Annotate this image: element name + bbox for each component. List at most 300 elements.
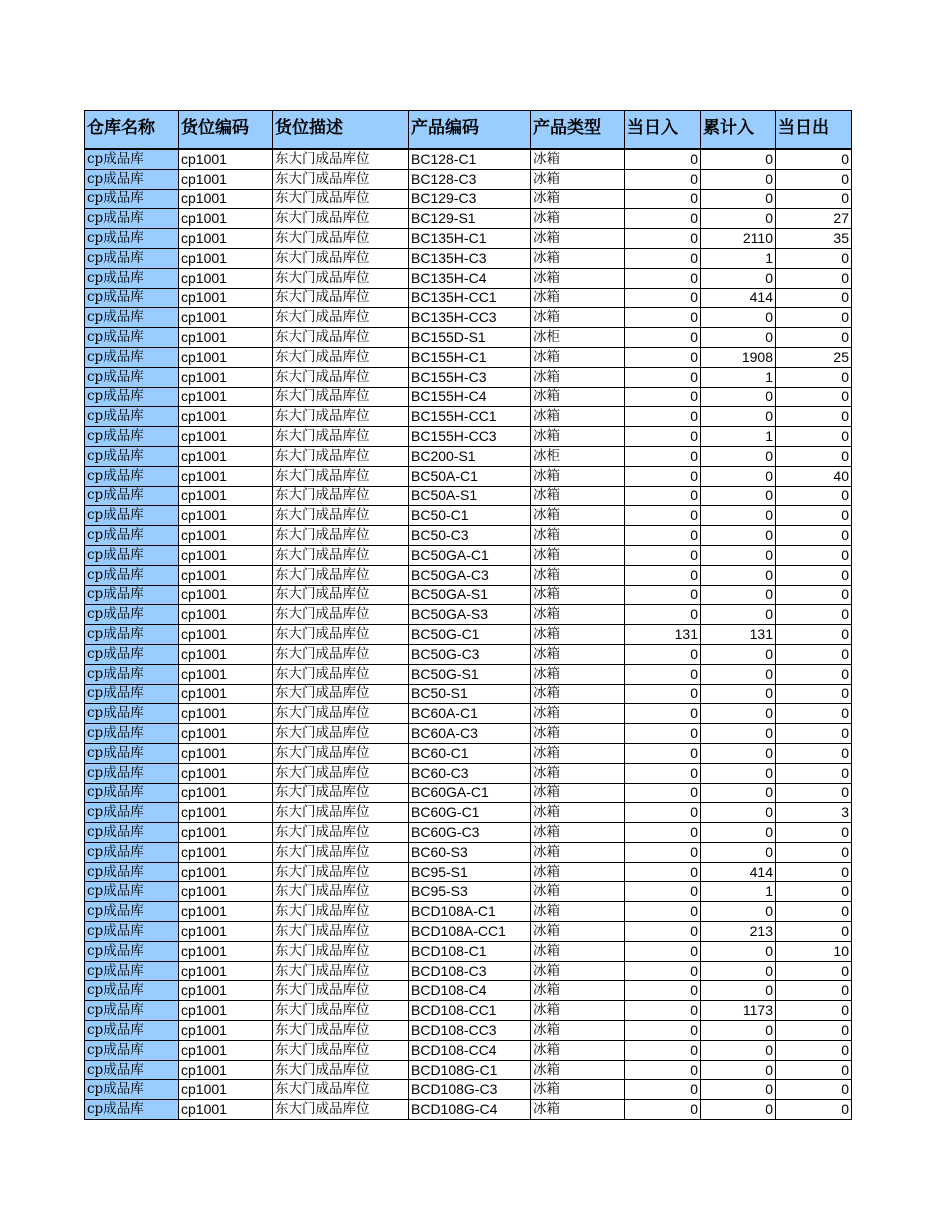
location-code-cell: cp1001 [179,941,273,961]
daily-out-cell: 0 [776,823,852,843]
daily-in-cell: 0 [625,783,701,803]
cumulative-in-cell: 213 [701,922,776,942]
product-type-cell: 冰箱 [531,743,625,763]
table-row [85,308,852,328]
daily-out-cell: 0 [776,328,852,348]
cumulative-in-cell: 0 [701,149,776,169]
product-code-cell: BCD108A-CC1 [409,922,531,942]
product-code-cell: BCD108-C4 [409,981,531,1001]
location-code-cell: cp1001 [179,882,273,902]
product-code-cell: BC60-S3 [409,842,531,862]
daily-in-cell: 0 [625,189,701,209]
daily-out-cell: 0 [776,308,852,328]
product-code-cell: BCD108G-C1 [409,1060,531,1080]
table-row [85,545,852,565]
cumulative-in-cell: 414 [701,288,776,308]
product-code-cell: BC95-S3 [409,882,531,902]
daily-out-cell: 0 [776,288,852,308]
product-type-cell: 冰柜 [531,328,625,348]
daily-out-cell: 0 [776,862,852,882]
product-type-cell: 冰箱 [531,803,625,823]
location-code-cell: cp1001 [179,763,273,783]
location-desc-cell: 东大门成品库位 [273,268,409,288]
product-code-cell: BC128-C3 [409,169,531,189]
product-code-cell: BC200-S1 [409,446,531,466]
daily-in-cell: 0 [625,941,701,961]
cumulative-in-cell: 0 [701,1060,776,1080]
product-code-cell: BC50G-C3 [409,644,531,664]
location-desc-cell: 东大门成品库位 [273,882,409,902]
daily-in-cell: 0 [625,704,701,724]
daily-out-cell: 0 [776,902,852,922]
daily-in-cell: 0 [625,347,701,367]
warehouse-name-cell: cp成品库 [85,644,179,664]
location-desc-cell: 东大门成品库位 [273,526,409,546]
daily-out-cell: 0 [776,268,852,288]
cumulative-in-cell: 0 [701,1021,776,1041]
daily-in-cell: 0 [625,407,701,427]
product-type-cell: 冰箱 [531,882,625,902]
daily-out-cell: 0 [776,704,852,724]
daily-in-cell: 0 [625,1001,701,1021]
product-code-cell: BC95-S1 [409,862,531,882]
warehouse-name-cell: cp成品库 [85,664,179,684]
product-code-cell: BCD108-C3 [409,961,531,981]
location-desc-cell: 东大门成品库位 [273,743,409,763]
product-type-cell: 冰箱 [531,407,625,427]
table-row [85,961,852,981]
product-type-cell: 冰箱 [531,644,625,664]
location-code-cell: cp1001 [179,367,273,387]
cumulative-in-cell: 0 [701,526,776,546]
warehouse-name-cell: cp成品库 [85,407,179,427]
product-code-cell: BC50GA-S1 [409,585,531,605]
location-desc-cell: 东大门成品库位 [273,169,409,189]
daily-in-cell: 131 [625,625,701,645]
warehouse-name-cell: cp成品库 [85,248,179,268]
warehouse-name-cell: cp成品库 [85,308,179,328]
product-code-cell: BC135H-CC3 [409,308,531,328]
table-row [85,1001,852,1021]
location-desc-cell: 东大门成品库位 [273,981,409,1001]
daily-out-cell: 0 [776,367,852,387]
cumulative-in-cell: 0 [701,763,776,783]
daily-out-cell: 0 [776,149,852,169]
table-row [85,644,852,664]
daily-in-cell: 0 [625,446,701,466]
cumulative-in-cell: 0 [701,1040,776,1060]
daily-in-cell: 0 [625,823,701,843]
cumulative-in-cell: 1 [701,427,776,447]
daily-out-cell: 0 [776,981,852,1001]
product-code-cell: BC135H-C4 [409,268,531,288]
location-code-cell: cp1001 [179,783,273,803]
daily-out-cell: 0 [776,1001,852,1021]
cumulative-in-cell: 0 [701,664,776,684]
cumulative-in-cell: 0 [701,961,776,981]
product-type-cell: 冰箱 [531,367,625,387]
product-code-cell: BC135H-C1 [409,229,531,249]
daily-in-cell: 0 [625,1060,701,1080]
daily-in-cell: 0 [625,427,701,447]
product-code-cell: BC129-S1 [409,209,531,229]
daily-in-cell: 0 [625,922,701,942]
table-row [85,347,852,367]
cumulative-in-cell: 0 [701,565,776,585]
location-desc-cell: 东大门成品库位 [273,387,409,407]
table-row [85,684,852,704]
daily-out-cell: 0 [776,1080,852,1100]
warehouse-name-cell: cp成品库 [85,367,179,387]
daily-in-cell: 0 [625,644,701,664]
table-row [85,387,852,407]
cumulative-in-cell: 0 [701,308,776,328]
header-row [85,111,852,150]
product-code-cell: BC60G-C3 [409,823,531,843]
product-type-cell: 冰箱 [531,248,625,268]
table-row [85,229,852,249]
table-row [85,506,852,526]
product-code-cell: BC155H-CC3 [409,427,531,447]
table-row [85,704,852,724]
product-code-cell: BC60-C1 [409,743,531,763]
location-code-cell: cp1001 [179,961,273,981]
warehouse-name-cell: cp成品库 [85,862,179,882]
location-code-cell: cp1001 [179,902,273,922]
location-code-cell: cp1001 [179,803,273,823]
cumulative-in-cell: 1 [701,367,776,387]
location-desc-cell: 东大门成品库位 [273,427,409,447]
daily-out-cell: 0 [776,169,852,189]
header-warehouse-name: 仓库名称 [85,111,179,150]
location-desc-cell: 东大门成品库位 [273,248,409,268]
location-code-cell: cp1001 [179,229,273,249]
product-code-cell: BC60A-C3 [409,724,531,744]
daily-in-cell: 0 [625,486,701,506]
product-type-cell: 冰箱 [531,1100,625,1120]
daily-in-cell: 0 [625,387,701,407]
warehouse-name-cell: cp成品库 [85,268,179,288]
warehouse-name-cell: cp成品库 [85,347,179,367]
daily-in-cell: 0 [625,664,701,684]
product-type-cell: 冰箱 [531,347,625,367]
location-desc-cell: 东大门成品库位 [273,783,409,803]
location-desc-cell: 东大门成品库位 [273,605,409,625]
warehouse-name-cell: cp成品库 [85,743,179,763]
product-code-cell: BCD108A-C1 [409,902,531,922]
warehouse-name-cell: cp成品库 [85,288,179,308]
product-type-cell: 冰箱 [531,308,625,328]
location-desc-cell: 东大门成品库位 [273,1001,409,1021]
daily-in-cell: 0 [625,308,701,328]
daily-in-cell: 0 [625,1040,701,1060]
location-code-cell: cp1001 [179,842,273,862]
location-code-cell: cp1001 [179,446,273,466]
cumulative-in-cell: 0 [701,684,776,704]
product-code-cell: BCD108G-C3 [409,1080,531,1100]
warehouse-name-cell: cp成品库 [85,941,179,961]
warehouse-name-cell: cp成品库 [85,1040,179,1060]
table-row [85,922,852,942]
table-row [85,1100,852,1120]
cumulative-in-cell: 0 [701,1100,776,1120]
product-type-cell: 冰箱 [531,1060,625,1080]
cumulative-in-cell: 0 [701,605,776,625]
product-code-cell: BCD108-C1 [409,941,531,961]
header-cumulative-in: 累计入 [701,111,776,150]
daily-in-cell: 0 [625,565,701,585]
warehouse-name-cell: cp成品库 [85,823,179,843]
warehouse-name-cell: cp成品库 [85,1001,179,1021]
product-code-cell: BC50A-S1 [409,486,531,506]
warehouse-name-cell: cp成品库 [85,545,179,565]
location-desc-cell: 东大门成品库位 [273,1100,409,1120]
location-desc-cell: 东大门成品库位 [273,288,409,308]
product-type-cell: 冰箱 [531,466,625,486]
cumulative-in-cell: 1908 [701,347,776,367]
location-desc-cell: 东大门成品库位 [273,1040,409,1060]
warehouse-name-cell: cp成品库 [85,625,179,645]
cumulative-in-cell: 0 [701,644,776,664]
table-row [85,268,852,288]
location-code-cell: cp1001 [179,605,273,625]
table-row [85,427,852,447]
product-code-cell: BC155H-CC1 [409,407,531,427]
cumulative-in-cell: 0 [701,1080,776,1100]
location-desc-cell: 东大门成品库位 [273,704,409,724]
product-code-cell: BC135H-CC1 [409,288,531,308]
location-code-cell: cp1001 [179,922,273,942]
location-desc-cell: 东大门成品库位 [273,347,409,367]
product-type-cell: 冰箱 [531,1040,625,1060]
product-type-cell: 冰箱 [531,565,625,585]
location-desc-cell: 东大门成品库位 [273,842,409,862]
product-code-cell: BCD108G-C4 [409,1100,531,1120]
cumulative-in-cell: 0 [701,902,776,922]
table-row [85,941,852,961]
warehouse-name-cell: cp成品库 [85,803,179,823]
location-desc-cell: 东大门成品库位 [273,446,409,466]
warehouse-name-cell: cp成品库 [85,466,179,486]
location-desc-cell: 东大门成品库位 [273,1080,409,1100]
warehouse-name-cell: cp成品库 [85,763,179,783]
location-desc-cell: 东大门成品库位 [273,1021,409,1041]
daily-in-cell: 0 [625,1080,701,1100]
location-code-cell: cp1001 [179,1080,273,1100]
warehouse-name-cell: cp成品库 [85,585,179,605]
cumulative-in-cell: 414 [701,862,776,882]
product-type-cell: 冰箱 [531,545,625,565]
warehouse-name-cell: cp成品库 [85,724,179,744]
cumulative-in-cell: 0 [701,169,776,189]
cumulative-in-cell: 0 [701,704,776,724]
header-location-code: 货位编码 [179,111,273,150]
cumulative-in-cell: 0 [701,724,776,744]
table-row [85,169,852,189]
product-type-cell: 冰箱 [531,941,625,961]
product-type-cell: 冰箱 [531,189,625,209]
cumulative-in-cell: 0 [701,941,776,961]
table-row [85,605,852,625]
daily-in-cell: 0 [625,506,701,526]
warehouse-name-cell: cp成品库 [85,229,179,249]
daily-in-cell: 0 [625,328,701,348]
product-type-cell: 冰箱 [531,684,625,704]
location-code-cell: cp1001 [179,704,273,724]
product-type-cell: 冰箱 [531,387,625,407]
warehouse-name-cell: cp成品库 [85,961,179,981]
product-type-cell: 冰箱 [531,585,625,605]
daily-in-cell: 0 [625,882,701,902]
location-desc-cell: 东大门成品库位 [273,625,409,645]
product-type-cell: 冰箱 [531,704,625,724]
daily-out-cell: 27 [776,209,852,229]
location-desc-cell: 东大门成品库位 [273,545,409,565]
daily-in-cell: 0 [625,1021,701,1041]
location-desc-cell: 东大门成品库位 [273,763,409,783]
daily-out-cell: 0 [776,1060,852,1080]
cumulative-in-cell: 0 [701,823,776,843]
daily-out-cell: 0 [776,427,852,447]
location-desc-cell: 东大门成品库位 [273,486,409,506]
warehouse-name-cell: cp成品库 [85,427,179,447]
product-code-cell: BC50G-S1 [409,664,531,684]
daily-in-cell: 0 [625,288,701,308]
daily-out-cell: 0 [776,1021,852,1041]
product-type-cell: 冰箱 [531,981,625,1001]
location-code-cell: cp1001 [179,466,273,486]
warehouse-name-cell: cp成品库 [85,902,179,922]
product-type-cell: 冰箱 [531,724,625,744]
product-type-cell: 冰箱 [531,229,625,249]
header-daily-out: 当日出 [776,111,852,150]
daily-in-cell: 0 [625,961,701,981]
product-code-cell: BC155H-C4 [409,387,531,407]
warehouse-name-cell: cp成品库 [85,506,179,526]
daily-in-cell: 0 [625,585,701,605]
warehouse-name-cell: cp成品库 [85,981,179,1001]
daily-out-cell: 3 [776,803,852,823]
warehouse-name-cell: cp成品库 [85,526,179,546]
location-desc-cell: 东大门成品库位 [273,644,409,664]
table-row [85,842,852,862]
table-row [85,823,852,843]
product-type-cell: 冰箱 [531,862,625,882]
product-type-cell: 冰箱 [531,268,625,288]
location-code-cell: cp1001 [179,585,273,605]
location-desc-cell: 东大门成品库位 [273,922,409,942]
daily-out-cell: 0 [776,486,852,506]
location-code-cell: cp1001 [179,724,273,744]
daily-out-cell: 10 [776,941,852,961]
daily-in-cell: 0 [625,526,701,546]
warehouse-name-cell: cp成品库 [85,684,179,704]
location-code-cell: cp1001 [179,625,273,645]
product-code-cell: BC60G-C1 [409,803,531,823]
cumulative-in-cell: 0 [701,506,776,526]
warehouse-name-cell: cp成品库 [85,1021,179,1041]
cumulative-in-cell: 0 [701,585,776,605]
cumulative-in-cell: 0 [701,842,776,862]
location-desc-cell: 东大门成品库位 [273,407,409,427]
daily-out-cell: 0 [776,1040,852,1060]
table-row [85,189,852,209]
product-code-cell: BC50-C3 [409,526,531,546]
header-location-desc: 货位描述 [273,111,409,150]
table-row [85,1040,852,1060]
daily-in-cell: 0 [625,229,701,249]
warehouse-name-cell: cp成品库 [85,1100,179,1120]
header-daily-in: 当日入 [625,111,701,150]
cumulative-in-cell: 0 [701,981,776,1001]
product-type-cell: 冰箱 [531,169,625,189]
product-code-cell: BCD108-CC3 [409,1021,531,1041]
daily-out-cell: 0 [776,783,852,803]
product-code-cell: BC60GA-C1 [409,783,531,803]
location-desc-cell: 东大门成品库位 [273,229,409,249]
location-code-cell: cp1001 [179,209,273,229]
cumulative-in-cell: 1 [701,248,776,268]
table-body [85,149,852,1120]
warehouse-name-cell: cp成品库 [85,189,179,209]
table-row [85,288,852,308]
daily-out-cell: 0 [776,644,852,664]
product-type-cell: 冰箱 [531,1080,625,1100]
warehouse-name-cell: cp成品库 [85,565,179,585]
table-row [85,486,852,506]
cumulative-in-cell: 0 [701,545,776,565]
inventory-table [84,110,852,1120]
product-type-cell: 冰箱 [531,209,625,229]
location-code-cell: cp1001 [179,308,273,328]
table-row [85,1080,852,1100]
product-code-cell: BC50-C1 [409,506,531,526]
daily-in-cell: 0 [625,862,701,882]
daily-out-cell: 0 [776,387,852,407]
table-row [85,328,852,348]
location-code-cell: cp1001 [179,486,273,506]
product-code-cell: BC155H-C3 [409,367,531,387]
product-type-cell: 冰箱 [531,783,625,803]
table-row [85,526,852,546]
daily-in-cell: 0 [625,981,701,1001]
location-code-cell: cp1001 [179,644,273,664]
location-desc-cell: 东大门成品库位 [273,189,409,209]
warehouse-name-cell: cp成品库 [85,209,179,229]
table-row [85,724,852,744]
daily-in-cell: 0 [625,605,701,625]
location-desc-cell: 东大门成品库位 [273,961,409,981]
daily-out-cell: 0 [776,189,852,209]
location-code-cell: cp1001 [179,1040,273,1060]
location-desc-cell: 东大门成品库位 [273,684,409,704]
product-code-cell: BC50GA-C3 [409,565,531,585]
location-desc-cell: 东大门成品库位 [273,308,409,328]
product-type-cell: 冰箱 [531,961,625,981]
location-desc-cell: 东大门成品库位 [273,941,409,961]
product-type-cell: 冰箱 [531,763,625,783]
product-type-cell: 冰箱 [531,625,625,645]
daily-in-cell: 0 [625,466,701,486]
location-code-cell: cp1001 [179,1021,273,1041]
daily-out-cell: 0 [776,1100,852,1120]
daily-out-cell: 0 [776,684,852,704]
product-type-cell: 冰箱 [531,506,625,526]
cumulative-in-cell: 0 [701,387,776,407]
table-row [85,565,852,585]
location-code-cell: cp1001 [179,328,273,348]
warehouse-name-cell: cp成品库 [85,328,179,348]
